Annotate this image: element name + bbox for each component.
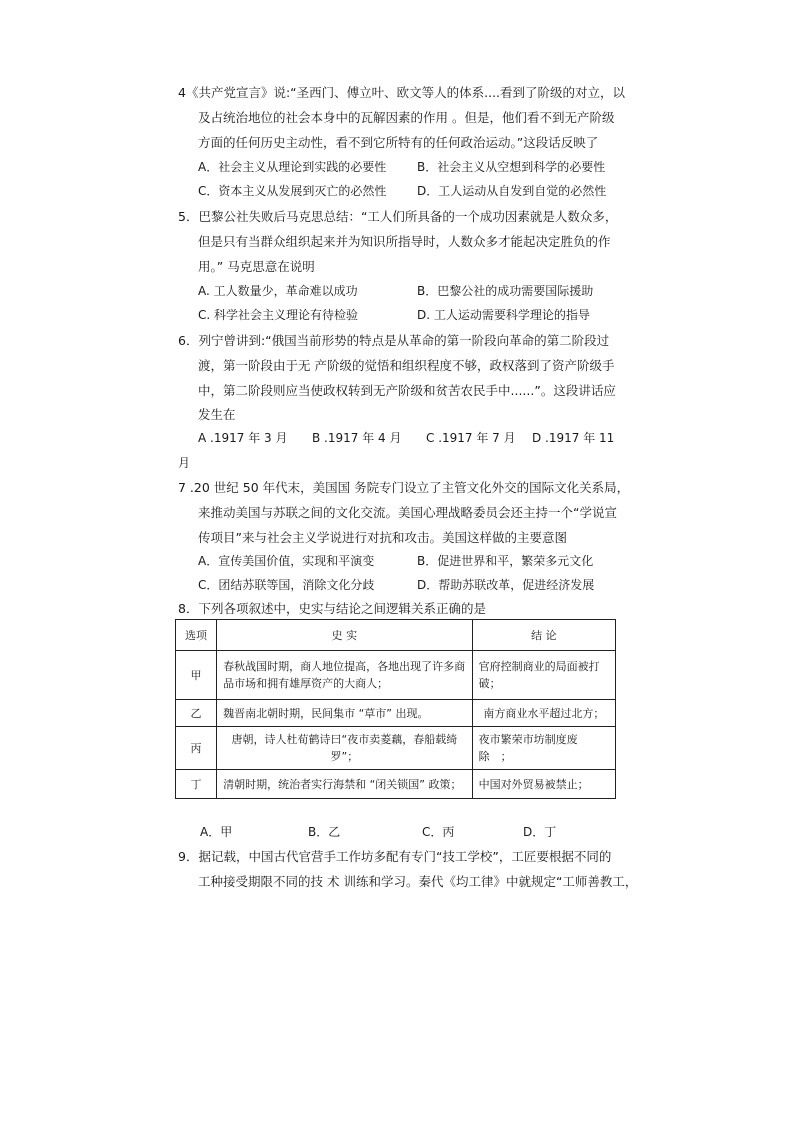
q7-stem-line3: 传项目”来与社会主义学说进行对抗和攻击。美国这样做的主要意图: [198, 530, 567, 545]
q7-stem-line2: 来推动美国与苏联之间的文化交流。美国心理战略委员会还主持一个“学说宣: [198, 505, 617, 520]
table-row: [176, 770, 616, 799]
q8-option-a: A．甲: [200, 825, 233, 839]
q5-option-d: D. 工人运动需要科学理论的指导: [417, 308, 590, 322]
row-fact: 魏晋南北朝时期，民间集市 “草市” 出现。: [217, 700, 473, 727]
table-header-row: [176, 620, 616, 651]
header-fact: 史 实: [217, 620, 473, 651]
q4-option-c: C．资本主义从发展到灭亡的必然性: [198, 184, 387, 198]
q5-option-a: A. 工人数量少，革命难以成功: [198, 284, 358, 298]
q6-stem-line1: 6．列宁曾讲到:“俄国当前形势的特点是从革命的第一阶段向革命的第二阶段过: [178, 333, 610, 348]
row-conclusion: 南方商业水平超过北方；: [472, 700, 615, 727]
row-fact: 春秋战国时期，商人地位提高，各地出现了许多商品市场和拥有雄厚资产的大商人；: [217, 651, 473, 700]
q4-stem-line1: 4《共产党宣言》说:“圣西门、傅立叶、欧文等人的体系....看到了阶级的对立，以: [178, 85, 626, 100]
q6-stem-line3: 中，第二阶段则应当使政权转到无产阶级和贫苦农民手中......”。这段讲话应: [198, 383, 616, 398]
q9-stem-line1: 9．据记载，中国古代官营手工作坊多配有专门“技工学校”，工匠要根据不同的: [178, 849, 612, 864]
q8-table: [175, 619, 616, 799]
row-option: 丙: [176, 727, 217, 770]
q6-stem-line4: 发生在: [198, 407, 236, 422]
q6-option-b: B .1917 年 4 月: [312, 431, 402, 445]
header-conclusion: 结 论: [472, 620, 615, 651]
q8-option-d: D．丁: [523, 825, 557, 839]
q5-option-c: C. 科学社会主义理论有待检验: [198, 308, 359, 322]
q7-option-a: A．宣传美国价值，实现和平演变: [198, 554, 375, 568]
table-row: [176, 651, 616, 700]
q6-option-a: A .1917 年 3 月: [198, 431, 288, 445]
q5-stem-line2: 但是只有当群众组织起来并为知识所指导时，人数众多才能起决定胜负的作: [198, 234, 611, 249]
q8-stem: 8．下列各项叙述中，史实与结论之间逻辑关系正确的是: [178, 601, 486, 616]
q8-option-b: B．乙: [308, 825, 341, 839]
row-fact: 清朝时期，统治者实行海禁和 “闭关锁国” 政策；: [217, 770, 473, 799]
table-row: [176, 700, 616, 727]
q7-option-d: D．帮助苏联改革，促进经济发展: [417, 578, 595, 592]
q6-stem-line2: 渡，第一阶段由于无 产阶级的觉悟和组织程度不够，政权落到了资产阶级手: [198, 358, 615, 373]
row-option: 甲: [176, 651, 217, 700]
row-conclusion: 官府控制商业的局面被打破；: [472, 651, 615, 700]
q7-option-c: C．团结苏联等国，消除文化分歧: [198, 578, 375, 592]
q5-option-b: B．巴黎公社的成功需要国际援助: [417, 284, 594, 298]
row-fact: 唐朝，诗人杜荀鹤诗曰“夜市卖菱藕，春船载绮罗”；: [217, 727, 473, 770]
q5-stem-line3: 用。” 马克思意在说明: [198, 259, 315, 274]
q4-option-a: A．社会主义从理论到实践的必要性: [198, 160, 387, 174]
q6-option-d-cont: 月: [178, 456, 191, 470]
q5-stem-line1: 5．巴黎公社失败后马克思总结：“工人们所具备的一个成功因素就是人数众多，: [178, 209, 618, 224]
row-option: 丁: [176, 770, 217, 799]
row-option: 乙: [176, 700, 217, 727]
row-conclusion: 中国对外贸易被禁止；: [472, 770, 615, 799]
q4-stem-line2: 及占统治地位的社会本身中的瓦解因素的作用 。但是，他们看不到无产阶级: [198, 110, 615, 125]
q4-option-d: D．工人运动从自发到自觉的必然性: [417, 184, 607, 198]
q8-option-c: C．丙: [422, 825, 455, 839]
q4-option-b: B．社会主义从空想到科学的必要性: [417, 160, 606, 174]
q7-stem-line1: 7 .20 世纪 50 年代末，美国国 务院专门设立了主管文化外交的国际文化关系局，: [178, 480, 630, 495]
row-conclusion: 夜市繁荣市坊制度废除 ；: [472, 727, 615, 770]
q4-stem-line3: 方面的任何历史主动性，看不到它所特有的任何政治运动。”这段话反映了: [198, 135, 599, 150]
table-row: [176, 727, 616, 770]
header-option: 选项: [176, 620, 217, 651]
q7-option-b: B．促进世界和平，繁荣多元文化: [417, 554, 594, 568]
q6-option-c: C .1917 年 7 月: [426, 431, 516, 445]
q6-option-d: D .1917 年 11: [532, 431, 615, 445]
q9-stem-line2: 工种接受期限不同的技 术 训练和学习。秦代《均工律》中就规定“工师善教工，: [198, 874, 638, 889]
